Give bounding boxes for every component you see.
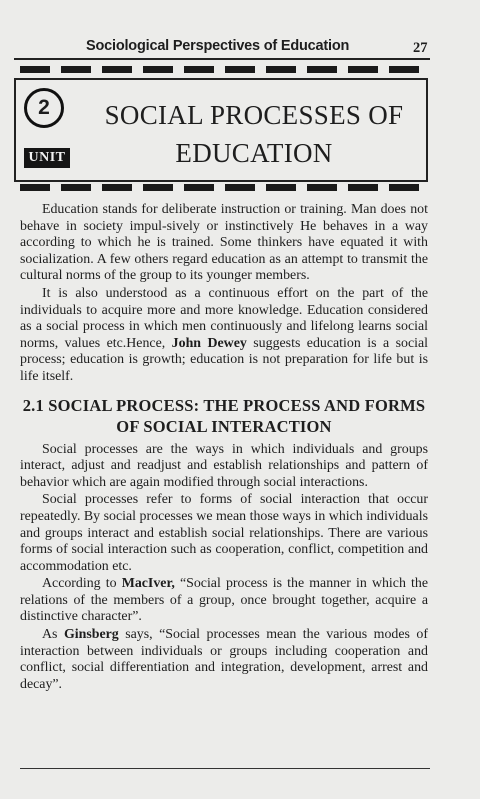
paragraph-6-text-a: As: [42, 627, 64, 643]
paragraph-5-text-b: “Social process is the manner in which the relations of the members of a group, once brought together, acquire a distinctive character”.: [20, 576, 428, 625]
dash-segment: [143, 184, 173, 191]
paragraph-5: [20, 576, 428, 626]
dash-segment: [225, 66, 255, 73]
body-text: [20, 202, 428, 693]
dash-segment: [61, 184, 91, 191]
dash-segment: [184, 184, 214, 191]
unit-title-box: [14, 78, 428, 182]
paragraph-2-text-a: It is also understood as a continuous effort on the part of the individuals to acquire more and more knowledge. Education considered as a social process in which men continuously and lifelong learns social norms, values etc.Hence,: [20, 285, 428, 351]
paragraph-1: Education stands for deliberate instruction or training. Man does not behave in society impul-sively or instinctively He behaves in a way according to which he is trained. Some thinkers have equated it with socialization. A few others regard education as an attempt to transmit the cultural norms of the group to its younger members.: [20, 202, 428, 284]
dash-segment: [225, 184, 255, 191]
paragraph-2: [20, 286, 428, 386]
paragraph-6-text-b: says, “Social processes mean the various modes of interaction between individuals or groups including cooperation and conflict, social differentiation and integration, development, arrest and decay”.: [20, 627, 428, 692]
unit-number-badge: 2: [24, 88, 64, 128]
decorative-dash-band-top: [14, 66, 430, 73]
paragraph-4: Social processes refer to forms of social interaction that occur repeatedly. By social processes we mean those ways in which individuals and groups interact and establish social relationships. There are various forms of social interaction such as cooperation, conflict, competition and accommodation etc.: [20, 492, 428, 574]
paragraph-5-author: MacIver,: [121, 576, 175, 592]
paragraph-6-author: Ginsberg: [63, 627, 119, 643]
dash-segment: [20, 184, 50, 191]
dash-segment: [266, 66, 296, 73]
dash-segment: [389, 66, 419, 73]
running-head-title: Sociological Perspectives of Education: [86, 38, 350, 54]
dash-segment: [61, 66, 91, 73]
dash-segment: [20, 66, 50, 73]
page-number: 27: [413, 40, 428, 56]
unit-title-line-2: EDUCATION: [175, 138, 333, 168]
unit-title-line-1: SOCIAL PROCESSES OF: [104, 100, 404, 130]
header-rule: [14, 58, 430, 60]
dash-segment: [348, 66, 378, 73]
paragraph-5-text-a: According to: [42, 576, 122, 592]
dash-segment: [307, 66, 337, 73]
dash-segment: [266, 184, 296, 191]
dash-segment: [307, 184, 337, 191]
dash-segment: [102, 184, 132, 191]
footer-rule: [20, 768, 430, 769]
paragraph-2-text-b: suggests education is a social process; education is growth; education is not preparation for life but is life itself.: [20, 335, 428, 384]
paragraph-6: [20, 627, 428, 693]
paragraph-3: Social processes are the ways in which individuals and groups interact, adjust and readjust and establish relationships and pattern of behavior which are again modified through social interactions.: [20, 441, 428, 490]
dash-segment: [389, 184, 419, 191]
dash-segment: [348, 184, 378, 191]
section-heading: 2.1 SOCIAL PROCESS: THE PROCESS AND FORMS OF SOCIAL INTERACTION: [22, 395, 426, 436]
unit-title: [86, 96, 422, 172]
paragraph-2-author: John Dewey: [171, 335, 247, 351]
unit-label: UNIT: [24, 148, 70, 168]
dash-segment: [102, 66, 132, 73]
dash-segment: [184, 66, 214, 73]
decorative-dash-band-bottom: [14, 184, 430, 191]
dash-segment: [143, 66, 173, 73]
